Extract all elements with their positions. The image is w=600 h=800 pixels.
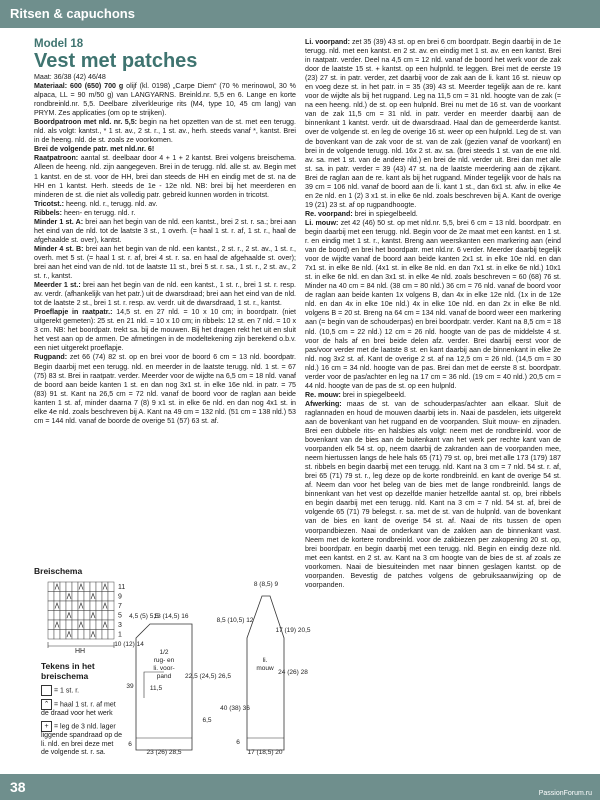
sleeve-hem: 6: [236, 739, 240, 746]
chart-cell: [96, 630, 102, 640]
right-column: [305, 38, 561, 590]
paragraph-heading: Rugpand:: [34, 353, 68, 362]
page-number: 38: [10, 779, 26, 795]
paragraph-text: brei in spiegelbeeld.: [352, 209, 418, 218]
chart-cell: [72, 620, 78, 630]
paragraph-text: zet 66 (74) 82 st. op en brei voor de boord 6 cm = 13 nld. boordpatr. Begin daarbij met een terugg. nld. en meerder in de laatste terugg. nld. 1 st. = 67 (75) 83 st. Brei in raatpatr. verder. Meerder voor de wijdte na 6,5 cm = 18 nld. vanaf de boord aan beide kanten 1 st. en dan nog 3x1 st. in elke 16e nld. in patr. = 75 (83) 91 st. Kant na 26,5 cm = 72 nld. vanaf de boord voor de raglan aan beide kanten 1 st. af, minder daarna 7 (8) 9 x1 st. in elke 6e nld. en dan nog 4x1 st. in elke 4e nld. zoals beschreven bij A. Kant na 49 cm = 132 nld. (51 cm = 138 nld.) 53 cm = 144 nld. vanaf de boorde de overige 51 (57) 63 st. af.: [34, 353, 296, 425]
chart-cell: [60, 601, 66, 611]
paragraph-text: maas de st. van de schouderpas/achter aan elkaar. Sluit de raglannaden en houd de mouwen daarbij iets in. Naai de pasdelen, iets uitgerekt aan de bovenkant van het rugpand en de voorpanden. Sluit mouw- en zijnaden. Brei een dubbele rits- en halsbies als volgt: neem met de rondbreinld. voor de bovenkant van de bies aan de buitenkant van het werk per rechte kant van de voorpanden elk 54 st. op, neem daarbij de zakranden aan de voorpanden mee, neem hiertussen langs de hele hals 65 (71) 79 st. op, brei met alle 173 (179) 187 st. ribbels en begin daarbij met een terugg. nld. Kant na 3 cm = 7 nld. 54 st. r. af, brei 65 (71) 79 st. r., leg deze op de korte rondbreinld. en kant de overige 54 st. af. Neem dan voor het beleg van de bies met de lange rondbreinld. langs de binnenkant van het vest op dezelfde manier hetzelfde aantal st. op, brei ribbels en begin daarbij met een terugg. nld. Kant na 3 cm = 7 nld. 54 st. af, brei de volgende 65 (71) 79 belegst. r. sa. met de st. van de hulpnld. van de bovenkant van de bies en kant de overige 54 st. af. Naai de rits tussen de open voorpandbiezen. Naai de onderkant van de zakken aan de binnenkant vast. Neem met de kortere rondbreinld. voor de zakbiezen per zakopening 20 st. op, brei boordpatr. en begin daarbij met een terugg. nld. Begin en eindig deze nld. met een kantst. en 2 st. av. Kant na 3 cm hoogte van de bies de st. af zoals ze voorkomen. Naai de biesuiteinden met naar binnen geslagen kantst. op de voorpanden. Bevestig de patches volgens de gebruiksaanwijzing op de voorpanden.: [305, 399, 561, 589]
left-paragraph: [34, 281, 296, 308]
back-pocket: 11,5: [149, 685, 163, 692]
paragraph-text: brei aan het begin van de nld. een kantst., 2 st. r., 2 st. av., 1 st. r., overh. met 5 st. (= haal 1 st. r. af, brei 4 st. r. sa. en haal de afgehaalde st. over); brei aan het eind van de nld. tot de laatste 11 st., brei 5 st. r. sa., 1 st. r., 2 st. av., 2 st. r., kantst.: [34, 244, 296, 281]
paragraph-text: 14,5 st. en 27 nld. = 10 x 10 cm; in boordpatr. (niet uitgerekt gemeten): 25 st. en 21 nld. = 10 x 10 cm; in ribbels: 12 st. en 7 nld. = 10 x 3 cm. NB: het boordpatr. trekt sa. bij de mouwen. Bij het dragen rekt het uit en sluit het vest aan op de armen. De afmetingen in de modeltekening zijn berekend o.b.v. een niet uitgerekt proeflapje.: [34, 308, 296, 353]
chart-cell: [102, 592, 108, 602]
site-watermark: PassionForum.ru: [538, 790, 592, 797]
chart-cell: [108, 630, 114, 640]
chart-cell: [60, 620, 66, 630]
right-paragraph: [305, 219, 561, 391]
right-paragraph: [305, 400, 561, 590]
chart-cell: [66, 582, 72, 592]
chart-row-number: 1: [118, 631, 122, 639]
paragraph-heading: Re. voorpand:: [305, 209, 353, 218]
chart-cell: [84, 620, 90, 630]
back-h1: 39: [126, 683, 134, 690]
back-width: 23 (26) 28,5: [146, 749, 182, 756]
legend-symbol-icon: [41, 685, 52, 696]
left-paragraph: [34, 73, 296, 82]
chart-cell: [48, 592, 54, 602]
paragraph-text: heeng. nld. r., terugg. nld. av.: [63, 199, 158, 208]
back-sh1: 4,5 (5) 5,5: [129, 613, 159, 620]
chart-cell: [102, 630, 108, 640]
model-title: Vest met patches: [34, 50, 198, 72]
sleeve-side3: 40 (38) 36: [220, 705, 250, 712]
back-label-1: 1/2: [159, 649, 169, 656]
left-paragraph: [34, 154, 296, 199]
paragraph-heading: Boordpatroon met nld. nr. 5,5:: [34, 118, 138, 127]
chart-cell: [60, 630, 66, 640]
chart-row-number: 11: [118, 584, 126, 591]
paragraph-heading: Afwerking:: [305, 399, 342, 408]
chart-cell: [48, 611, 54, 621]
chart-cell: [96, 601, 102, 611]
chart-cell: [108, 582, 114, 592]
chart-cell: [48, 620, 54, 630]
chart-cell: [78, 611, 84, 621]
sleeve-side1: 17 (19) 20,5: [275, 627, 311, 634]
chart-cell: [96, 592, 102, 602]
paragraph-text: zet 35 (39) 43 st. op en brei 6 cm boordpatr. Begin daarbij in de 1e terugg. nld. met een kantst. en 2 st. av. en eindig met 1 st. av. en een kantst. Brei in raatpatr. verder. Deel na 4,5 cm = 12 nld. vanaf de boord het werk voor de zak door de laatste 15 st. + kantst. op een hulpnld. te leggen. Brei met de eerste 19 (23) 27 st. in patr. verder, zet daarbij voor de zak aan de li. kant 16 st. nieuw op en voeg deze st. in het patr. in = 35 (39) 43 st. Meerder tegelijk aan de re. kant voor de wijdte als bij het rugpand. Leg na 11,5 cm = 31 nld. hoogte van de zak (= na een heeng. nld.) de st. op een hulpnld. Brei nu met de 16 st. van de voorkant van de zak 11,5 cm = 31 nld. in patr. verder en meerder daarbij aan de binnenkant 1 kantst. verdr. uit de dwarsdraad. Haal dan de gemeerderde kantst. over de volgende st. en leg de overige 16 st. weer op een hulpnld. Leg de st. van de bovenkant van de zak voor de st. van de zak (gezien vanaf de voorkant) en brei in de volgende terugg. nld. 16x 2 st. av. sa. (brei steeds 1 st. van de ene nld. av. sa. met 1 st. van de andere nld.) en brei de nld. verder uit. Brei dan met alle st. sa. in patr. verder = 39 (43) 47 st. na de laatste meerdering aan de zijkant. Brei de raglan aan de re. kant als bij het rugpand. Minder tegelijk voor de hals na 39 cm = 106 nld. vanaf de boord aan de li. kant 1 st., dan 6x1 st. afw. in elke 4e en 2e nld. en 1 (2) 3 x1 st. in elke 6e nld. zoals beschreven bij A. Kant de overige 19 (21) 23 st. af op rugpandhoogte.: [305, 38, 562, 209]
chart-cell: [90, 620, 96, 630]
left-paragraph: [34, 308, 296, 353]
paragraph-heading: Ribbels:: [34, 208, 62, 217]
right-paragraph: [305, 210, 561, 219]
breischema-title: Breischema: [34, 566, 83, 576]
left-paragraph: [34, 353, 296, 425]
schematic-diagram: [114, 578, 311, 756]
chart-cell: [84, 630, 90, 640]
left-paragraph: [34, 200, 296, 209]
page-footer: [0, 774, 600, 800]
legend-text: = leg de 3 nld. lager liggende spandraad op de li. nld. en brei deze met de volgende st. r. sa.: [41, 723, 122, 756]
back-side: 10 (12) 14: [114, 641, 144, 648]
left-paragraph: [34, 209, 296, 218]
section-header: [0, 0, 600, 28]
left-paragraph: [34, 245, 296, 281]
legend: [41, 685, 123, 760]
chart-cell: [96, 611, 102, 621]
paragraph-heading: Tricotst.:: [34, 199, 64, 208]
chart-cell: [102, 611, 108, 621]
paragraph-heading: Raatpatroon:: [34, 154, 79, 163]
legend-item: [41, 699, 123, 718]
chart-cell: [108, 620, 114, 630]
legend-text: = haal 1 st. r. af met de draad voor het werk: [41, 701, 116, 717]
legend-text: = 1 st. r.: [54, 687, 80, 695]
paragraph-text: heen- en terugg. nld. r.: [61, 208, 136, 217]
chart-cell: [60, 592, 66, 602]
legend-symbol-icon: +: [41, 721, 52, 732]
legend-item: [41, 685, 123, 696]
back-label-3: li. voor-: [153, 665, 175, 672]
paragraph-heading: Li. mouw:: [305, 218, 339, 227]
paragraph-text: brei aan het begin van de nld. een kantst., 1 st. r., brei 1 st. r. resp. av. verdr. (afhankelijk van het patr.) uit de dwarsdraad; brei aan het eind van de nld. tot de laatste 2 st., brei 1 st. r. resp. av. verdr. uit de dwarsdraad, 1 st. r., kantst.: [34, 281, 296, 308]
back-hem: 6: [128, 741, 132, 748]
chart-cell: [60, 611, 66, 621]
chart-cell: [54, 592, 60, 602]
chart-cell: [78, 630, 84, 640]
legend-symbol-icon: ⌃: [41, 699, 52, 710]
chart-cell: [66, 601, 72, 611]
sleeve-label-1: li.: [262, 657, 268, 664]
chart-cell: [48, 601, 54, 611]
right-paragraph: [305, 391, 561, 400]
paragraph-text: zet 42 (46) 50 st. op met nld.nr. 5,5, brei 6 cm = 13 nld. boordpatr. en begin daarbij met een terugg. nld. Begin voor de 2e maat met een kantst. en 1 st. r. en eindig met 1 st. r., kantst. Breng aan weerskanten een markering aan (eind van de boord) en brei het boordpatr. met nld.nr. 6 verder. Meerder daarbij tegelijk voor de wijdte vanaf de boord aan beide kanten 2x1 st. in elke 10e nld. en dan 7x1 st. in elke 8e nld. (4x1 st. in elke 8e nld. en dan 7x1 st. in elke 6e nld.) 10x1 st. in elke 6e nld. en dan 3x1 st. in elke 4e nld. zoals beschreven = 60 (68) 76 st. Minder na 40 cm = 84 nld. (38 cm = 80 nld.) 36 cm = 76 nld. vanaf de boord voor de raglan aan beide kanten 1x volgens B, dan 4x in elke 12e nld. (1x in de 12e nld. en dan 4x in elke 10e nld.) 4x in elke 10e nld. en dan 2x in elke 8e nld. volgens B = 20 st. Breng na 64 cm = 134 nld. vanaf de boord weer een markering aan (= begin van de schouderpas) en brei boordpatr. verder. Kant na 8,5 cm = 18 nld. (10,5 cm = 22 nld.) 12 cm = 26 nld. hoogte van de pas de middelste 4 st. voor de hals af en brei beide delen afz. verder. Brei daarbij eerst voor de pas/voor verder met de laatste 8 st. en kant daarbij aan de binnenkant in elke 2e nld. nog 3x2 st. af. Kant de overige 2 st. af na 12,5 cm = 26 nld. (14,5 cm = 30 nld.) 16 cm = 34 nld. hoogte van de pas. Brei dan met de eerste 8 st. boordpatr. verder voor de pas/achter en leg na 17 cm = 36 nld. (19 cm = 40 nld.) 20,5 cm = 44 nld. hoogte van de pas de st. op een hulpnld.: [305, 218, 561, 390]
paragraph-text: aantal st. deelbaar door 4 + 1 + 2 kantst. Brei volgens breischema. Alleen de heeng. nld. zijn aangegeven. Brei in de terugg. nld. alle st. av. Begin met 1 kantst. en de st. voor de HH, brei dan steeds de HH en eindig met de st. na de HH en 1 kantst. Herh. steeds de 1e - 12e nld. NB: brei bij het meerderen en minderen de st. die niet als volledig patr. gebreid kunnen worden in tricotst.: [34, 154, 296, 199]
chart-cell: [66, 620, 72, 630]
chart-cell: [84, 582, 90, 592]
chart-cell: [54, 630, 60, 640]
chart-cell: [108, 611, 114, 621]
chart-cell: [72, 592, 78, 602]
paragraph-heading: Re. mouw:: [305, 390, 341, 399]
chart-cell: [96, 620, 102, 630]
paragraph-text: brei in spiegelbeeld.: [340, 390, 406, 399]
paragraph-heading: Minder 4 st. B:: [34, 244, 84, 253]
repeat-label: HH: [74, 648, 86, 655]
paragraph-text: brei aan het begin van de nld. een kantst., brei 2 st. r. sa.; brei aan het eind van de nld. tot de laatste 3 st., 1 overh. (= haal 1 st. r. af, 1 st. r., haal de afgehaalde st. over), kantst.: [34, 217, 296, 244]
chart-cell: [84, 601, 90, 611]
paragraph-heading: Minder 1 st. A:: [34, 217, 84, 226]
chart-cell: [84, 592, 90, 602]
sleeve-top4: 8,5 (10,5) 12: [216, 617, 254, 624]
right-paragraph: [305, 38, 561, 210]
paragraph-heading: Materiaal: 600 (650) 700 g: [34, 82, 124, 91]
chart-row-number: 5: [118, 612, 122, 620]
chart-cell: [72, 611, 78, 621]
paragraph-text: begin na het opzetten van de st. met een terugg. nld. als volgt: kantst., * 1 st. av., 2 st. r., 1 st. av., herh. steeds vanaf *, kantst. Brei in de heeng. nld. de st. zoals ze voorkomen.: [34, 118, 296, 145]
sleeve-side2: 24 (26) 28: [278, 669, 308, 676]
chart-cell: [48, 582, 54, 592]
back-h2: 22,5 (24,5) 26,5: [185, 673, 231, 680]
chart-cell: [72, 601, 78, 611]
left-paragraph: [34, 82, 296, 118]
back-sh2: 13 (14,5) 16: [153, 613, 189, 620]
chart-cell: [108, 601, 114, 611]
back-label-4: pand: [156, 673, 172, 680]
paragraph-heading: Proeflapje in raatpatr.:: [34, 308, 113, 317]
paragraph-heading: Meerder 1 st.:: [34, 281, 81, 290]
chart-cell: [78, 592, 84, 602]
sleeve-width: 17 (18,5) 20: [247, 749, 283, 756]
chart-cell: [60, 582, 66, 592]
left-paragraph: [34, 218, 296, 245]
chart-cell: [96, 582, 102, 592]
legend-title: Tekens in het breischema: [41, 661, 95, 681]
paragraph-text: Maat: 36/38 (42) 46/48: [34, 73, 106, 81]
paragraph-heading: Li. voorpand:: [305, 38, 350, 46]
back-label-2: rug- en: [153, 657, 175, 664]
chart-cell: [48, 630, 54, 640]
section-title: Ritsen & capuchons: [10, 6, 135, 21]
chart-row-number: 3: [118, 622, 122, 629]
chart-cell: [54, 611, 60, 621]
chart-row-number: 7: [118, 603, 122, 610]
left-paragraph: [34, 145, 296, 154]
paragraph-heading: Brei de volgende patr. met nld.nr. 6!: [34, 145, 155, 154]
legend-item: [41, 721, 123, 757]
sleeve-top1: 8 (8,5) 9: [253, 581, 279, 588]
sleeve-label-2: mouw: [256, 665, 274, 672]
chart-cell: [108, 592, 114, 602]
back-small1: 6,5: [202, 717, 212, 724]
model-number: Model 18: [34, 38, 84, 50]
left-paragraph: [34, 118, 296, 145]
chart-cell: [72, 630, 78, 640]
chart-row-number: 9: [118, 593, 122, 601]
chart-cell: [84, 611, 90, 621]
chart-cell: [90, 601, 96, 611]
chart-cell: [90, 582, 96, 592]
chart-cell: [72, 582, 78, 592]
paragraph-text: olijf (kl. 0198) „Carpe Diem“ (70 % merinowol, 30 % alpaca, LL = 90 m/50 g) van LANGYARNS. Breinld.nr. 5,5 en 6. Lange en korte rondbreinld.nr. 5,5. Deelbare zilverkleurige rits (M4, type 10, 45 cm lang) van PRYM. Zes applicaties (om op te strijken).: [34, 82, 296, 118]
left-column: [34, 38, 296, 426]
